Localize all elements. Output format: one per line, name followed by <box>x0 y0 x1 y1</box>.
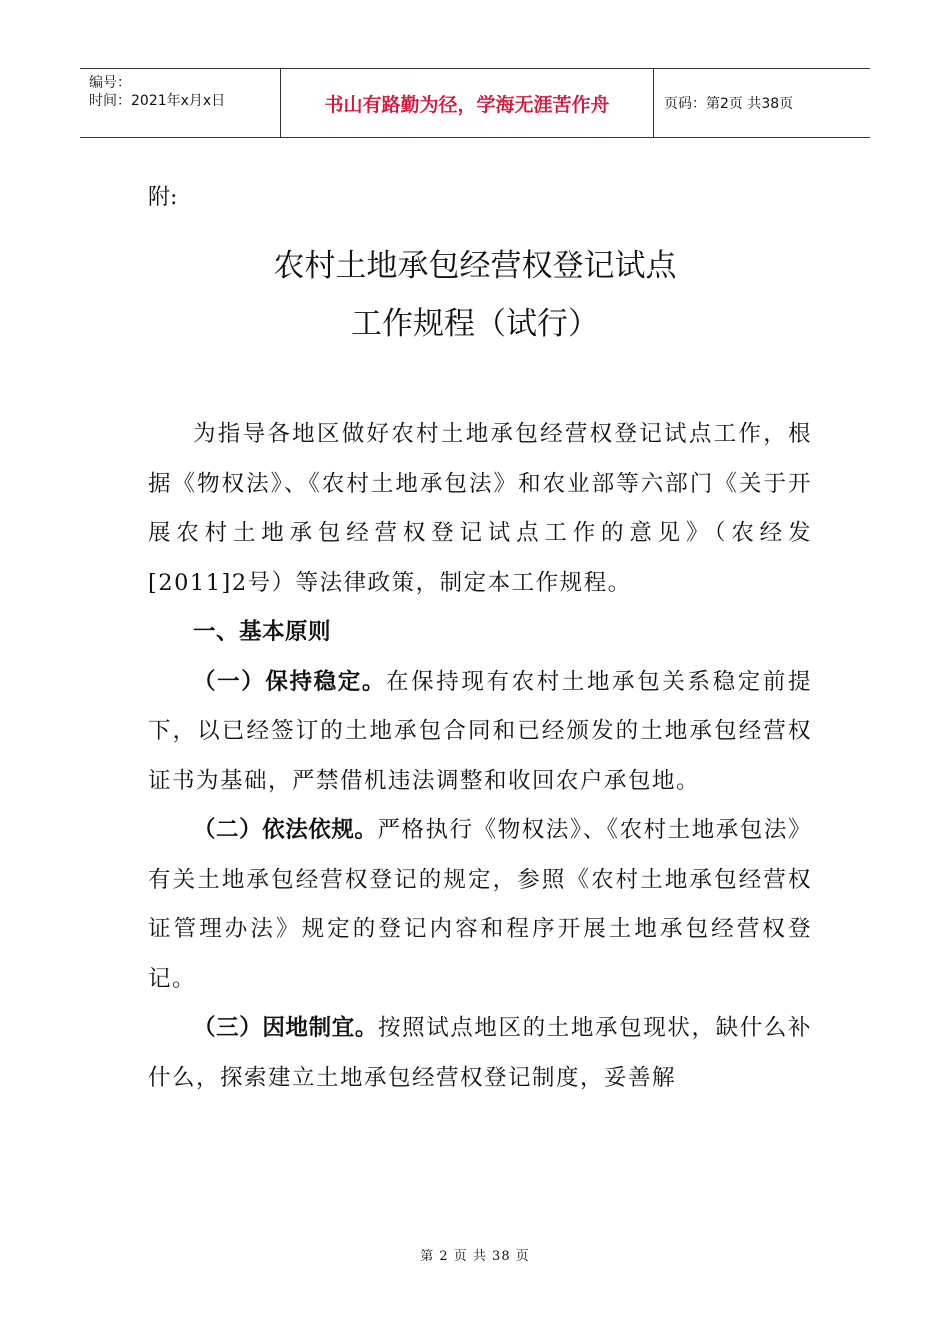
header-meta <box>80 69 281 137</box>
page-footer: 第 2 页 共 38 页 <box>420 1249 530 1264</box>
header-page-info: 页码：第2页 共38页 <box>664 96 794 112</box>
principle-2-heading: （二）依法依规。 <box>193 817 378 843</box>
document-body <box>148 410 812 1103</box>
page-header <box>80 68 870 138</box>
principle-3-text: 按照试点地区的土地承包现状，缺什么补什么，探索建立土地承包经营权登记制度，妥善解 <box>148 1015 812 1091</box>
principle-1-heading: （一）保持稳定。 <box>193 668 386 695</box>
principle-1-text: 在保持现有农村土地承包关系稳定前提下，以已经签订的土地承包合同和已经颁发的土地承包经营权证书为基础，严禁借机违法调整和收回农户承包地。 <box>148 668 812 794</box>
time-label: 时间：2021年x月x日 <box>89 93 226 109</box>
principle-paragraph-1 <box>148 658 812 807</box>
section-heading-basic-principles: 一、基本原则 <box>193 619 332 645</box>
intro-paragraph: 为指导各地区做好农村土地承包经营权登记试点工作，根据《物权法》、《农村土地承包法》和农业部等六部门《关于开展农村土地承包经营权登记试点工作的意见》（农经发[2011]2号）等法律政策，制定本工作规程。 <box>148 421 812 596</box>
principle-paragraph-3 <box>148 1004 812 1103</box>
document-title-line1: 农村土地承包经营权登记试点 <box>273 248 677 284</box>
number-label: 编号： <box>89 75 131 91</box>
principle-3-heading: （三）因地制宜。 <box>193 1015 378 1041</box>
header-motto: 书山有路勤为径，学海无涯苦作舟 <box>281 69 654 137</box>
document-title-line2: 工作规程（试行） <box>351 306 599 342</box>
principle-paragraph-2 <box>148 806 812 1004</box>
principle-2-text: 严格执行《物权法》、《农村土地承包法》有关土地承包经营权登记的规定，参照《农村土地承包经营权证管理办法》规定的登记内容和程序开展土地承包经营权登记。 <box>148 817 812 992</box>
attachment-label: 附: <box>148 185 178 210</box>
